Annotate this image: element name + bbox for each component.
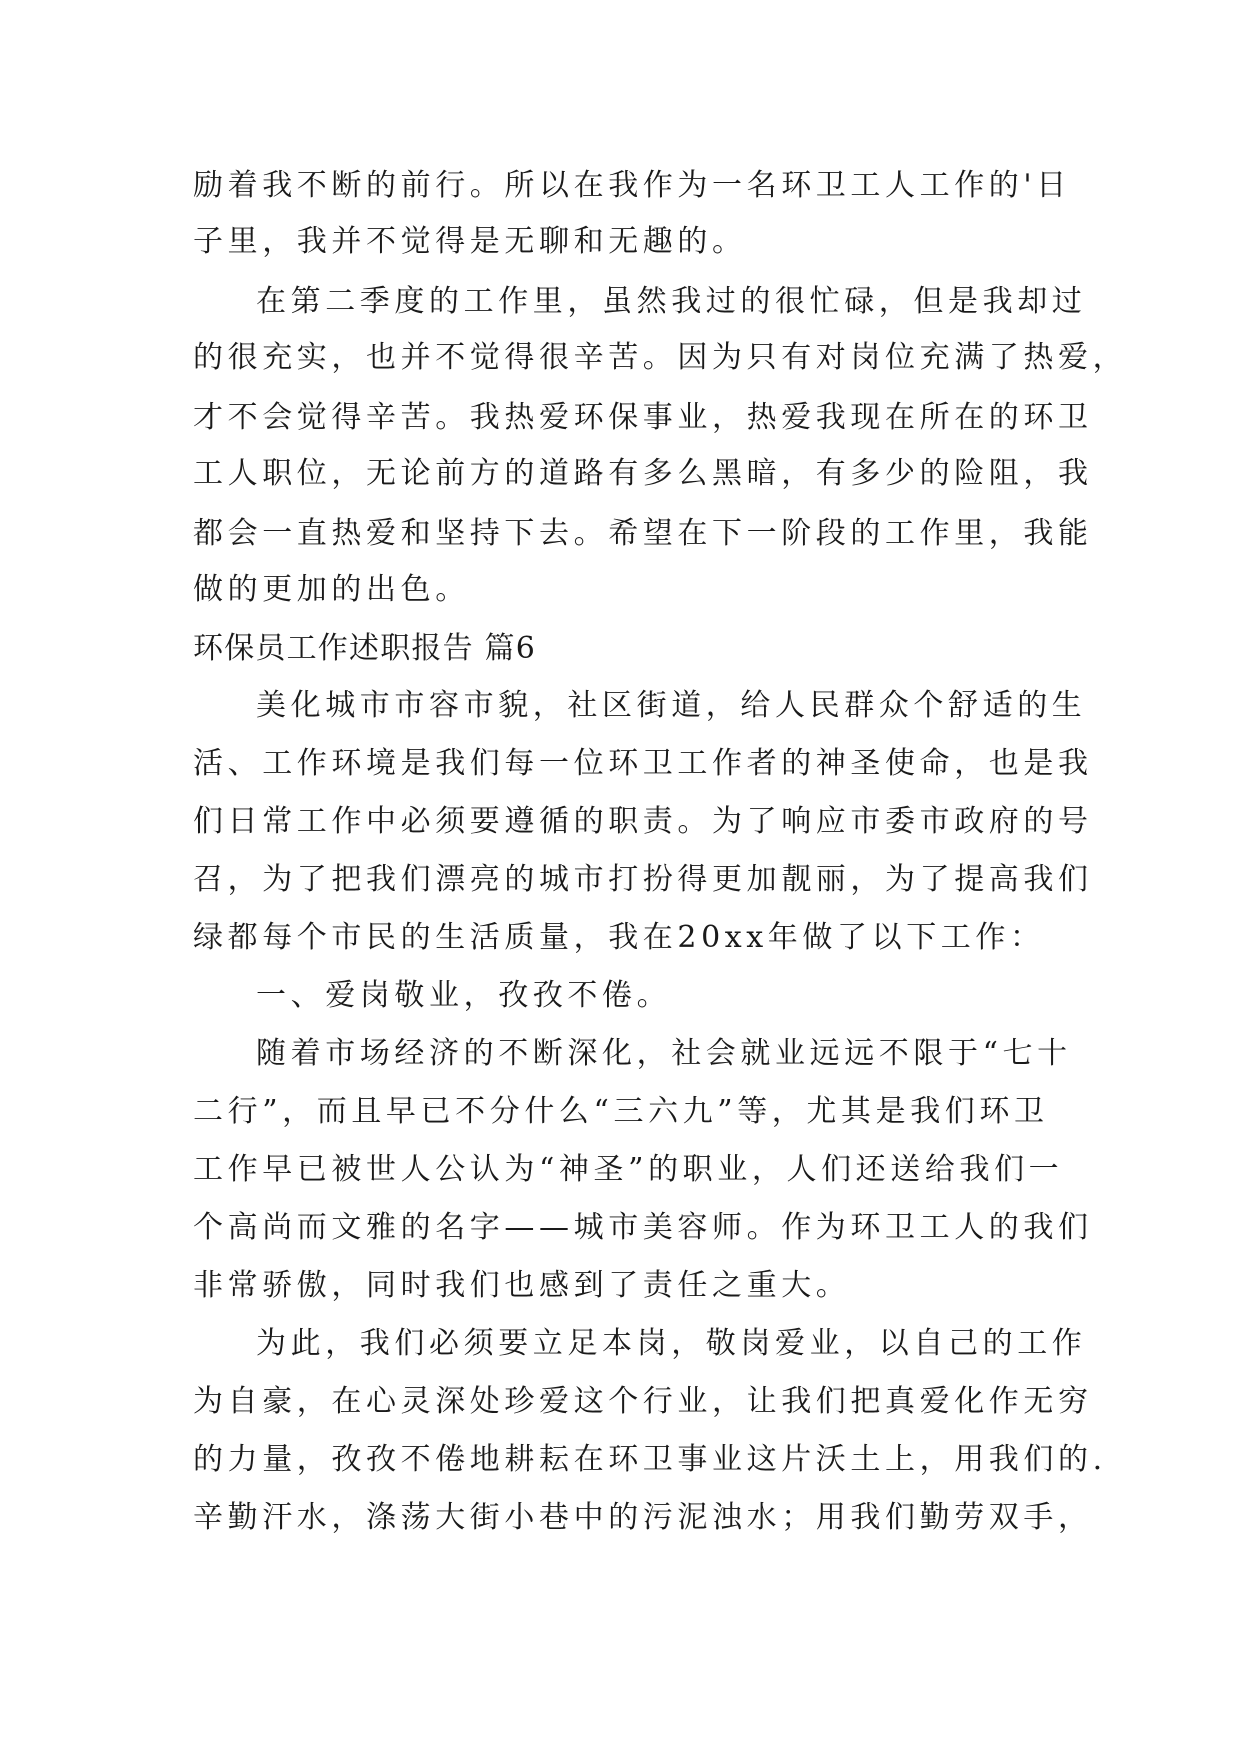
text-line: 随着市场经济的不断深化，社会就业远远不限于“七十 bbox=[256, 1036, 1072, 1071]
text-line: 个高尚而文雅的名字——城市美容师。作为环卫工人的我们 bbox=[193, 1210, 1093, 1245]
text-line: 为自豪，在心灵深处珍爱这个行业，让我们把真爱化作无穷 bbox=[193, 1384, 1093, 1419]
text-line: 子里，我并不觉得是无聊和无趣的。 bbox=[193, 224, 747, 259]
text-line: 在第二季度的工作里，虽然我过的很忙碌，但是我却过 bbox=[256, 284, 1087, 319]
text-line: 工作早已被世人公认为“神圣”的职业，人们还送给我们一 bbox=[193, 1152, 1064, 1187]
text-line: 活、工作环境是我们每一位环卫工作者的神圣使命，也是我 bbox=[193, 746, 1093, 781]
text-line: 美化城市市容市貌，社区街道，给人民群众个舒适的生 bbox=[256, 688, 1087, 723]
text-line: 二行”，而且早已不分什么“三六九”等，尤其是我们环卫 bbox=[193, 1094, 1049, 1129]
section-heading: 环保员工作述职报告 篇6 bbox=[193, 631, 537, 666]
text-line: 励着我不断的前行。所以在我作为一名环卫工人工作的'日 bbox=[193, 168, 1071, 203]
text-line: 绿都每个市民的生活质量，我在20xx年做了以下工作： bbox=[193, 920, 1045, 955]
text-line: 为此，我们必须要立足本岗，敬岗爱业，以自己的工作 bbox=[256, 1326, 1087, 1361]
text-line: 非常骄傲，同时我们也感到了责任之重大。 bbox=[193, 1268, 851, 1303]
text-line: 工人职位，无论前方的道路有多么黑暗，有多少的险阻，我 bbox=[193, 456, 1093, 491]
text-line: 召，为了把我们漂亮的城市打扮得更加靓丽，为了提高我们 bbox=[193, 862, 1093, 897]
text-line: 的很充实，也并不觉得很辛苦。因为只有对岗位充满了热爱， bbox=[193, 340, 1128, 375]
text-line: 的力量，孜孜不倦地耕耘在环卫事业这片沃土上，用我们的. bbox=[193, 1442, 1107, 1477]
text-line: 才不会觉得辛苦。我热爱环保事业，热爱我现在所在的环卫 bbox=[193, 400, 1093, 435]
text-line: 做的更加的出色。 bbox=[193, 572, 470, 607]
text-line: 都会一直热爱和坚持下去。希望在下一阶段的工作里，我能 bbox=[193, 516, 1093, 551]
text-line: 们日常工作中必须要遵循的职责。为了响应市委市政府的号 bbox=[193, 804, 1093, 839]
subheading: 一、爱岗敬业，孜孜不倦。 bbox=[256, 978, 672, 1013]
text-line: 辛勤汗水，涤荡大街小巷中的污泥浊水；用我们勤劳双手， bbox=[193, 1500, 1093, 1535]
